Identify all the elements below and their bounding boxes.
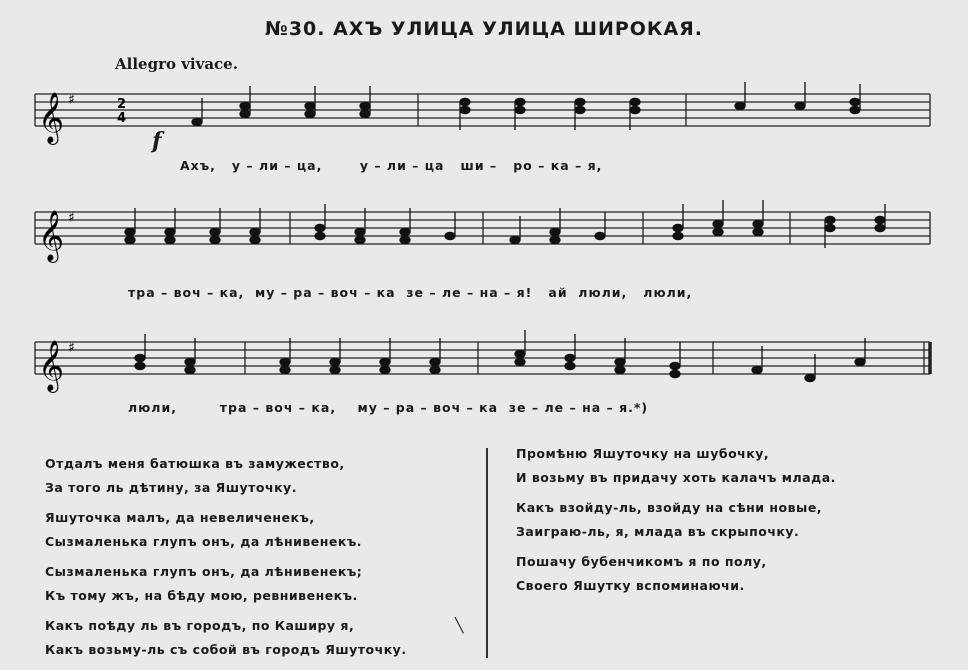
svg-text:4: 4 xyxy=(117,111,127,126)
marginal-mark: ╲ xyxy=(455,618,464,634)
treble-clef: 𝄞 xyxy=(38,210,65,261)
lyrics-line-2: тра – воч – ка, му – ра – воч – ка зе – ле – на – я! ай люли, люли, xyxy=(128,285,693,300)
verse-line: Сызмаленька глупъ онъ, да лѣнивенекъ. xyxy=(45,534,363,549)
verse-line: Какъ поѣду ль въ городъ, по Каширу я, xyxy=(45,618,355,633)
music-staff-2 xyxy=(0,200,968,270)
key-signature: ♯ xyxy=(68,340,75,356)
lyrics-line-3: люли, тра – воч – ка, му – ра – воч – ка зе – ле – на – я.*) xyxy=(128,400,649,415)
verse-line: Своего Яшутку вспоминаючи. xyxy=(516,578,745,593)
treble-clef: 𝄞 xyxy=(38,340,65,391)
verse-6 xyxy=(516,496,836,544)
key-signature: ♯ xyxy=(68,92,75,108)
music-staff-3 xyxy=(0,330,968,400)
treble-clef: 𝄞 xyxy=(38,92,65,143)
column-divider xyxy=(486,448,488,658)
verse-line: Сызмаленька глупъ онъ, да лѣнивенекъ; xyxy=(45,564,363,579)
verse-5 xyxy=(516,442,836,490)
verses-left-column xyxy=(45,452,407,662)
verse-1 xyxy=(45,452,407,500)
verse-line: И возьму въ придачу хоть калачъ млада. xyxy=(516,470,836,485)
tempo-marking: Allegro vivace. xyxy=(115,55,238,73)
verse-line: Какъ возьму-ль съ собой въ городъ Яшуточку. xyxy=(45,642,407,657)
verse-line: Какъ взойду-ль, взойду на сѣни новые, xyxy=(516,500,823,515)
song-title: №30. АХЪ УЛИЦА УЛИЦА ШИРОКАЯ. xyxy=(264,18,704,40)
time-signature: 2 xyxy=(117,97,127,112)
verse-line: За того ль дѣтину, за Яшуточку. xyxy=(45,480,297,495)
dynamic-marking: f xyxy=(152,128,162,154)
verse-line: Къ тому жъ, на бѣду мою, ревнивенекъ. xyxy=(45,588,358,603)
lyrics-line-1: Ахъ, у – ли – ца, у – ли – ца ши – ро – ка – я, xyxy=(180,158,603,173)
verse-line: Промѣню Яшуточку на шубочку, xyxy=(516,446,770,461)
verse-4 xyxy=(45,614,407,662)
verses-right-column xyxy=(516,442,836,598)
verse-2 xyxy=(45,506,407,554)
verse-7 xyxy=(516,550,836,598)
music-staff-1 xyxy=(0,78,968,148)
verse-line: Яшуточка малъ, да невеличенекъ, xyxy=(45,510,315,525)
key-signature: ♯ xyxy=(68,210,75,226)
verse-line: Заиграю-ль, я, млада въ скрыпочку. xyxy=(516,524,800,539)
verse-line: Отдалъ меня батюшка въ замужество, xyxy=(45,456,345,471)
verse-3 xyxy=(45,560,407,608)
verse-line: Пошачу бубенчикомъ я по полу, xyxy=(516,554,767,569)
